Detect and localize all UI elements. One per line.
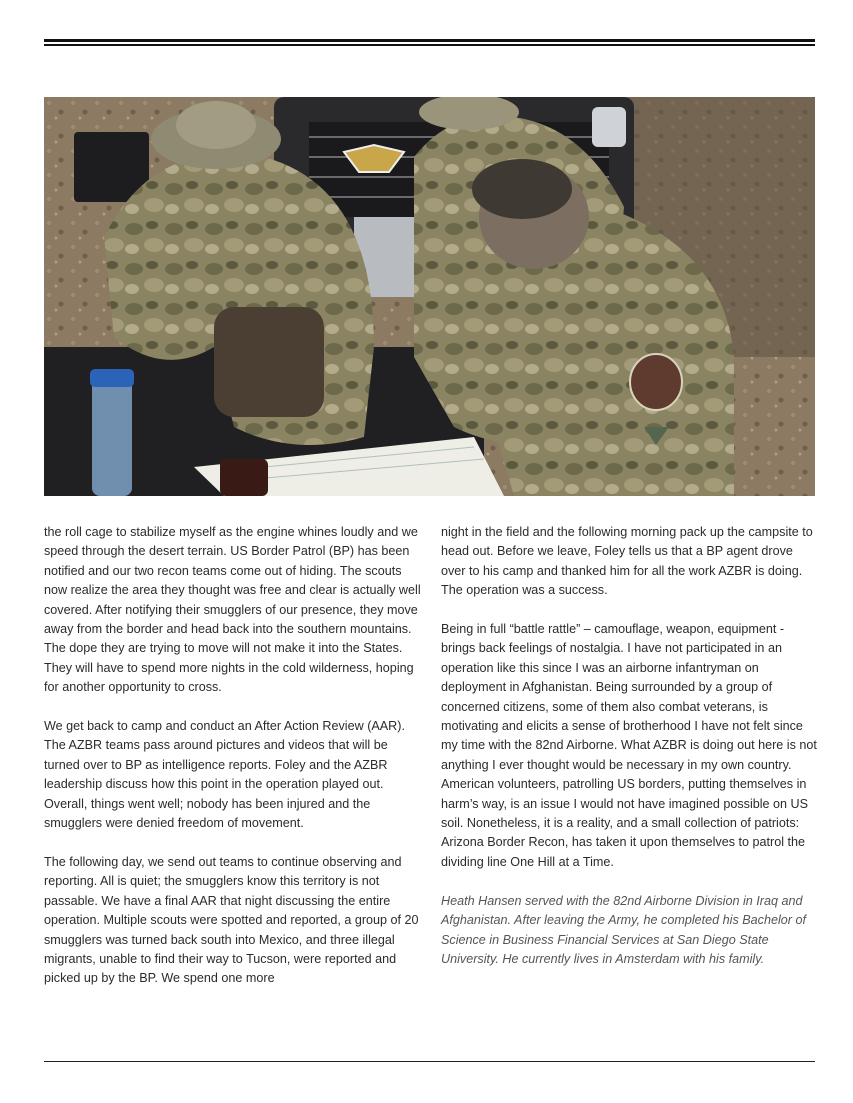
paragraph: Being in full “battle rattle” – camouflage, weapon, equipment - brings back feelings of nostalgia. I have not participated in an operation like this since I was an airborne infantryman on deployment in Afghanistan. Being surrounded by a group of concerned citizens, some of them also combat veterans, is motivating and elicits a sense of brotherhood I have not felt since my time with the 82nd Airborne. What AZBR is doing out here is not anything I ever thought would be necessary in my own country. American volunteers, patrolling US borders, putting themselves in harm’s way, is an issue I would not have imagined possible on US soil. Nonetheless, it is a reality, and a small collection of patriots: Arizona Border Recon, has taken it upon themselves to patrol the dividing line One Hill at a Time.	[441, 622, 817, 869]
header-rule-thick	[44, 39, 815, 42]
header-rule-thin	[44, 44, 815, 46]
paragraph: We get back to camp and conduct an After Action Review (AAR). The AZBR teams pass around pictures and videos that will be turned over to BP as intelligence reports. Foley and the AZBR leadership discuss how this point in the operation played out. Overall, things went well; nobody has been injured and the smugglers were denied freedom of movement.	[44, 719, 405, 831]
paragraph: the roll cage to stabilize myself as the engine whines loudly and we speed through the desert terrain. US Border Patrol (BP) has been notified and our two recon teams come out of hiding. The scouts now realize the area they thought was free and clear is actually well covered. After notifying their smugglers of our presence, they move away from the border and head back into the southern mountains. The dope they are trying to move will not make it into the States. They will have to spend more nights in the cold wilderness, hoping for another opportunity to cross.	[44, 525, 421, 695]
article-photo	[44, 97, 815, 496]
photo-icon	[44, 97, 815, 496]
footer-rule	[44, 1061, 815, 1062]
article-column-right	[441, 523, 819, 989]
paragraph: night in the field and the following morning pack up the campsite to head out. Before we leave, Foley tells us that a BP agent drove over to his camp and thanked him for all the work AZBR is doing. The operation was a success.	[441, 525, 813, 598]
author-bio: Heath Hansen served with the 82nd Airborne Division in Iraq and Afghanistan. After leaving the Army, he completed his Bachelor of Science in Business Financial Services at San Diego State University. He currently lives in Amsterdam with his family.	[441, 893, 806, 966]
paragraph: The following day, we send out teams to continue observing and reporting. All is quiet; the smugglers know this territory is not passable. We have a final AAR that night discussing the entire operation. Multiple scouts were spotted and reported, a group of 20 smugglers was turned back south into Mexico, and three illegal migrants, unable to find their way to Tucson, were reported and picked up by the BP. We spend one more	[44, 854, 419, 986]
article-column-left	[44, 523, 422, 1008]
